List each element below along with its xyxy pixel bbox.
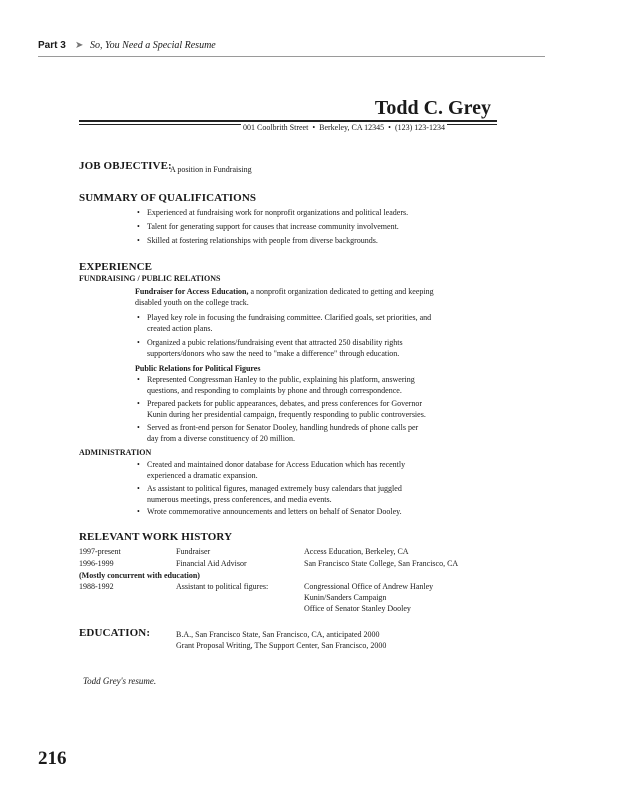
history-date: 1988-1992 — [79, 582, 114, 591]
access-intro: Fundraiser for Access Education, a nonprofit organization dedicated to getting and keeping — [135, 287, 434, 296]
history-org: Congressional Office of Andrew Hanley — [304, 582, 434, 591]
administration-subheading: ADMINISTRATION — [79, 448, 152, 457]
fundraising-subheading: FUNDRAISING / PUBLIC RELATIONS — [79, 274, 221, 283]
job-objective-text: A position in Fundraising — [170, 165, 252, 174]
arrow-icon: ➤ — [75, 40, 84, 51]
page-number: 216 — [38, 748, 67, 769]
part-label: Part 3 — [38, 40, 66, 51]
summary-heading: SUMMARY OF QUALIFICATIONS — [79, 192, 257, 204]
list-item: • Experienced at fundraising work for nonprofit organizations and political leaders. — [137, 208, 409, 217]
list-item: • As assistant to political figures, managed extremely busy calendars that juggled numerous meetings, press conferences, and media events. — [137, 484, 402, 504]
resume-name: Todd C. Grey — [374, 97, 491, 119]
education-line: Grant Proposal Writing, The Support Center, San Francisco, 2000 — [176, 641, 387, 650]
history-org: Kunin/Sanders Campaign — [304, 593, 387, 602]
job-objective-heading: JOB OBJECTIVE: — [79, 160, 172, 172]
list-item: • Talent for generating support for causes that increase community involvement. — [137, 222, 399, 231]
list-item: • Organized a pubic relations/fundraising event that attracted 250 disability rights supporters/donors who saw the need to "make a difference" through education. — [137, 338, 403, 358]
list-item: • Wrote commemorative announcements and letters on behalf of Senator Dooley. — [137, 507, 402, 516]
list-item: • Prepared packets for public appearances, debates, and press conferences for Governor Kunin during her presidential campaign, frequently responding to public controversies. — [137, 399, 426, 419]
access-intro-cont: disabled youth on the college track. — [135, 298, 249, 307]
list-item: • Played key role in focusing the fundraising committee. Clarified goals, set priorities, and created action plans. — [137, 313, 432, 333]
education-heading: EDUCATION: — [79, 627, 151, 639]
name-rule-thick — [79, 120, 497, 122]
concurrent-note: (Mostly concurrent with education) — [79, 571, 200, 580]
figure-caption: Todd Grey's resume. — [83, 676, 157, 686]
work-history-heading: RELEVANT WORK HISTORY — [79, 531, 233, 543]
history-org: Office of Senator Stanley Dooley — [304, 604, 411, 613]
experience-heading: EXPERIENCE — [79, 261, 153, 273]
history-title: Assistant to political figures: — [176, 582, 269, 591]
list-item: • Skilled at fostering relationships with people from diverse backgrounds. — [137, 236, 378, 245]
contact-line: 001 Coolbrith Street • Berkeley, CA 12345 • (123) 123-1234 — [243, 123, 445, 132]
list-item: • Represented Congressman Hanley to the public, explaining his platform, answering questions, and responding to complaints by phone and through correspondence. — [137, 375, 415, 395]
chapter-title: So, You Need a Special Resume — [90, 40, 216, 51]
list-item: • Created and maintained donor database for Access Education which has recently experienced a dramatic expansion. — [137, 460, 406, 480]
list-item: • Served as front-end person for Senator Dooley, handling hundreds of phone calls per day from a diverse constituency of 20 million. — [137, 423, 419, 443]
history-date: 1996-1999 — [79, 559, 114, 568]
history-title: Financial Aid Advisor — [176, 559, 247, 568]
political-subheading: Public Relations for Political Figures — [135, 364, 261, 373]
history-org: Access Education, Berkeley, CA — [304, 547, 409, 556]
education-line: B.A., San Francisco State, San Francisco, CA, anticipated 2000 — [176, 630, 380, 639]
header-divider — [38, 56, 545, 57]
history-date: 1997-present — [79, 547, 121, 556]
history-org: San Francisco State College, San Francisco, CA — [304, 559, 459, 568]
history-title: Fundraiser — [176, 547, 211, 556]
